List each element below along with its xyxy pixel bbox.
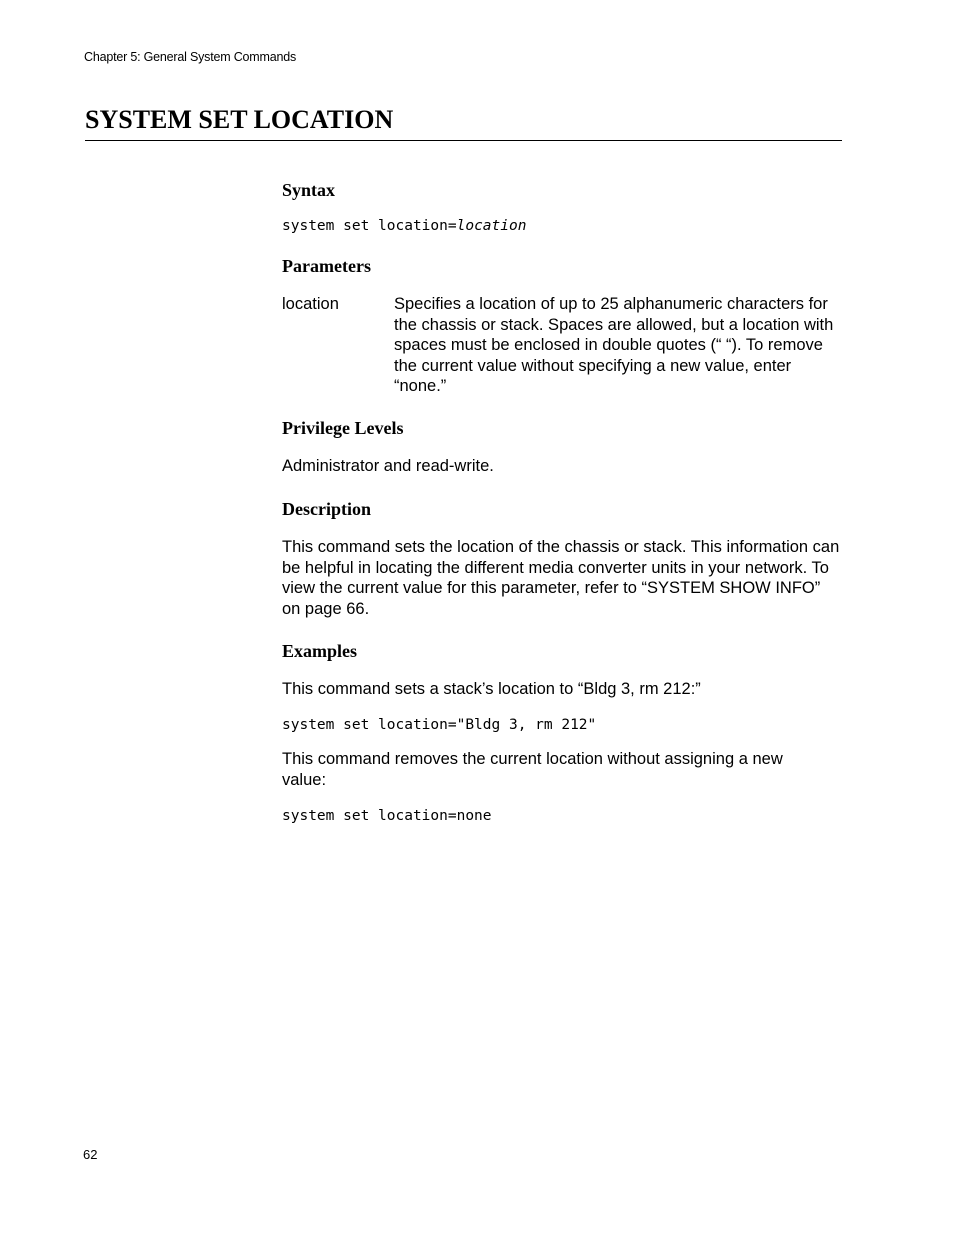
privilege-levels-heading: Privilege Levels	[282, 418, 404, 438]
page-number: 62	[83, 1147, 98, 1162]
description-heading: Description	[282, 499, 371, 519]
page-title: SYSTEM SET LOCATION	[85, 105, 394, 134]
syntax-code	[282, 217, 526, 235]
title-rule	[85, 140, 842, 141]
parameters-heading: Parameters	[282, 256, 371, 276]
description-text: This command sets the location of the chassis or stack. This information can be helpful in locating the different media converter units in your network. To view the current value for this parameter, refer to “SYSTEM SHOW INFO” on page 66.	[282, 538, 840, 618]
syntax-param: location	[456, 218, 527, 234]
param-description: Specifies a location of up to 25 alphanumeric characters for the chassis or stack. Spaces are allowed, but a location with spaces must be enclosed in double quotes (“ “). To remove the current value without specifying a new value, enter “none.”	[394, 295, 834, 395]
running-header: Chapter 5: General System Commands	[84, 50, 297, 64]
syntax-command: system set location=	[282, 218, 457, 234]
examples-heading: Examples	[282, 641, 358, 661]
syntax-heading: Syntax	[282, 180, 336, 200]
example-1-intro: This command sets a stack’s location to “Bldg 3, rm 212:”	[282, 680, 701, 698]
example-2-code: system set location=none	[282, 808, 492, 824]
param-name: location	[282, 295, 339, 313]
privilege-levels-text: Administrator and read-write.	[282, 457, 494, 475]
example-1-code: system set location="Bldg 3, rm 212"	[282, 717, 597, 733]
example-2-intro: This command removes the current location without assigning a new value:	[282, 750, 783, 789]
